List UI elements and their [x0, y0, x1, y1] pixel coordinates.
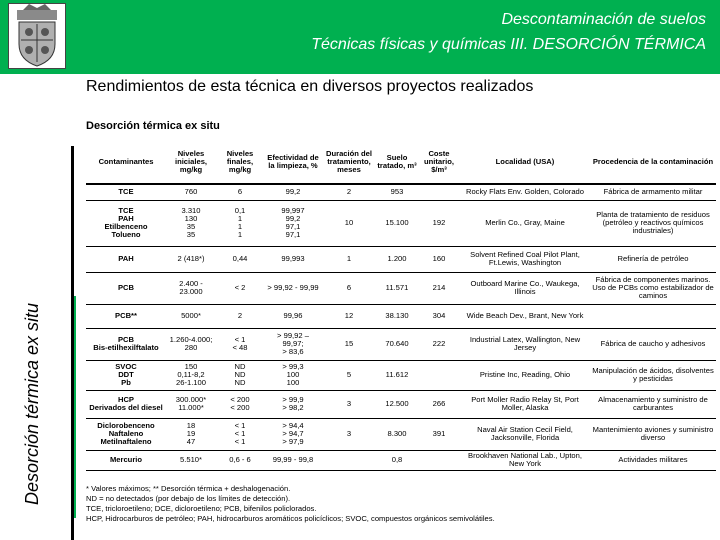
table-cell: 6 [322, 272, 376, 304]
table-cell [418, 184, 460, 200]
table-cell: 192 [418, 200, 460, 246]
table-row [86, 418, 716, 450]
table-row [86, 360, 716, 390]
table-cell: > 94,4 > 94,7 > 97,9 [264, 418, 322, 450]
table-cell: 5 [322, 360, 376, 390]
table-cell: 10 [322, 200, 376, 246]
table-cell [418, 450, 460, 470]
table-body [86, 184, 716, 470]
table-row [86, 184, 716, 200]
table-cell: 304 [418, 304, 460, 328]
table-cell: 2.400 - 23.000 [166, 272, 216, 304]
table-cell: 150 0,11-8,2 26-1.100 [166, 360, 216, 390]
table-cell: Rocky Flats Env. Golden, Colorado [460, 184, 590, 200]
table-cell: Almacenamiento y suministro de carburantes [590, 390, 716, 418]
table-cell: 0,6 - 6 [216, 450, 264, 470]
table-cell: 8.300 [376, 418, 418, 450]
table-row [86, 390, 716, 418]
table-cell: 6 [216, 184, 264, 200]
table-cell: 222 [418, 328, 460, 360]
table-cell: 99,2 [264, 184, 322, 200]
table-cell: 5.510* [166, 450, 216, 470]
side-label: Desorción térmica ex situ [22, 302, 42, 505]
table-cell: Brookhaven National Lab., Upton, New York [460, 450, 590, 470]
results-table [86, 141, 716, 471]
table-cell: 266 [418, 390, 460, 418]
table-cell: 2 (418*) [166, 246, 216, 272]
table-cell: TCE PAH Etilbenceno Tolueno [86, 200, 166, 246]
table-cell: 214 [418, 272, 460, 304]
table-cell: PCB** [86, 304, 166, 328]
table-cell: 70.640 [376, 328, 418, 360]
table-cell: 15 [322, 328, 376, 360]
table-cell: Fábrica de armamento militar [590, 184, 716, 200]
header-rule [0, 72, 720, 74]
column-header: Niveles iniciales, mg/kg [166, 141, 216, 184]
table-cell: PCB [86, 272, 166, 304]
table-cell: > 99,9 > 98,2 [264, 390, 322, 418]
table-row [86, 450, 716, 470]
table-cell: > 99,92 – 99,97; > 83,6 [264, 328, 322, 360]
table-cell: Outboard Marine Co., Waukega, Illinois [460, 272, 590, 304]
table-cell [590, 304, 716, 328]
table-cell: 2 [216, 304, 264, 328]
table-row [86, 200, 716, 246]
table-cell: Wide Beach Dev., Brant, New York [460, 304, 590, 328]
table-cell: 38.130 [376, 304, 418, 328]
table-cell: 18 19 47 [166, 418, 216, 450]
table-cell: 11.612 [376, 360, 418, 390]
table-cell: < 1 < 48 [216, 328, 264, 360]
slide-title-line2: Técnicas físicas y químicas III. DESORCIÓN TÉRMICA [311, 36, 706, 53]
column-header: Niveles finales, mg/kg [216, 141, 264, 184]
column-header: Procedencia de la contaminación [590, 141, 716, 184]
table-cell: 0,8 [376, 450, 418, 470]
table-cell: Fábrica de caucho y adhesivos [590, 328, 716, 360]
table-cell: 2 [322, 184, 376, 200]
table-cell: 99,993 [264, 246, 322, 272]
table-cell: HCP Derivados del diesel [86, 390, 166, 418]
table-cell: Pristine Inc, Reading, Ohio [460, 360, 590, 390]
table-cell: Fábrica de componentes marinos. Uso de PCBs como estabilizador de caminos [590, 272, 716, 304]
table-cell: 3.310 130 35 35 [166, 200, 216, 246]
slide-subtitle: Rendimientos de esta técnica en diversos proyectos realizados [86, 78, 534, 95]
table-cell: < 1 < 1 < 1 [216, 418, 264, 450]
table-cell: 160 [418, 246, 460, 272]
note-line: HCP, Hidrocarburos de petróleo; PAH, hidrocarburos aromáticos policíclicos; SVOC, compuestos orgánicos semivolátiles. [86, 514, 495, 523]
table-cell: < 200 < 200 [216, 390, 264, 418]
table-cell: 99,997 99,2 97,1 97,1 [264, 200, 322, 246]
side-bar-green [74, 296, 76, 518]
column-header: Localidad (USA) [460, 141, 590, 184]
table-cell: 1.260-4.000; 280 [166, 328, 216, 360]
table-cell: 3 [322, 390, 376, 418]
table-cell: 391 [418, 418, 460, 450]
table-header-row [86, 141, 716, 184]
table-cell: > 99,92 - 99,99 [264, 272, 322, 304]
table-cell: Diclorobenceno Naftaleno Metilnaftaleno [86, 418, 166, 450]
note-line: TCE, tricloroetileno; DCE, dicloroetileno; PCB, bifenilos policlorados. [86, 504, 317, 513]
table-cell: Mercurio [86, 450, 166, 470]
table-cell: Solvent Refined Coal Pilot Plant, Ft.Lewis, Washington [460, 246, 590, 272]
university-crest-icon [8, 3, 66, 69]
table-cell: 0,1 1 1 1 [216, 200, 264, 246]
table-cell: 12 [322, 304, 376, 328]
table-cell [418, 360, 460, 390]
table-cell: 99,96 [264, 304, 322, 328]
table-cell: 12.500 [376, 390, 418, 418]
column-header: Duración del tratamiento, meses [322, 141, 376, 184]
table-cell: ND ND ND [216, 360, 264, 390]
table-row [86, 328, 716, 360]
table-cell: 3 [322, 418, 376, 450]
column-header: Efectividad de la limpieza, % [264, 141, 322, 184]
table-cell: TCE [86, 184, 166, 200]
table-cell: Actividades militares [590, 450, 716, 470]
table-cell: 15.100 [376, 200, 418, 246]
header-banner [0, 0, 720, 72]
table-cell: 953 [376, 184, 418, 200]
table-cell: > 99,3 100 100 [264, 360, 322, 390]
slide-title-line1: Descontaminación de suelos [501, 11, 706, 28]
table-cell: Manipulación de ácidos, disolventes y pesticidas [590, 360, 716, 390]
table-cell: 300.000* 11.000* [166, 390, 216, 418]
column-header: Contaminantes [86, 141, 166, 184]
table-cell: Merlin Co., Gray, Maine [460, 200, 590, 246]
table-cell: 11.571 [376, 272, 418, 304]
table-cell [322, 450, 376, 470]
table-cell: Refinería de petróleo [590, 246, 716, 272]
table-cell: < 2 [216, 272, 264, 304]
table-cell: 5000* [166, 304, 216, 328]
table-cell: 760 [166, 184, 216, 200]
table-row [86, 272, 716, 304]
note-line: * Valores máximos; ** Desorción térmica + deshalogenación. [86, 484, 291, 493]
table-cell: 0,44 [216, 246, 264, 272]
table-notes [86, 484, 495, 524]
column-header: Suelo tratado, m³ [376, 141, 418, 184]
table-cell: Planta de tratamiento de residuos (petróleo y reactivos químicos industriales) [590, 200, 716, 246]
table-cell: PAH [86, 246, 166, 272]
table-title: Desorción térmica ex situ [86, 120, 220, 132]
table-cell: 99,99 - 99,8 [264, 450, 322, 470]
column-header: Coste unitario, $/m³ [418, 141, 460, 184]
table-row [86, 246, 716, 272]
table-cell: Mantenimiento aviones y suministro diverso [590, 418, 716, 450]
table-cell: Industrial Latex, Wallington, New Jersey [460, 328, 590, 360]
table-row [86, 304, 716, 328]
table-cell: SVOC DDT Pb [86, 360, 166, 390]
table-cell: 1 [322, 246, 376, 272]
table-cell: 1.200 [376, 246, 418, 272]
note-line: ND = no detectados (por debajo de los límites de detección). [86, 494, 291, 503]
table-cell: Naval Air Station Cecil Field, Jacksonville, Florida [460, 418, 590, 450]
table-cell: Port Moller Radio Relay St, Port Moller, Alaska [460, 390, 590, 418]
table-cell: PCB Bis-etilhexilftalato [86, 328, 166, 360]
